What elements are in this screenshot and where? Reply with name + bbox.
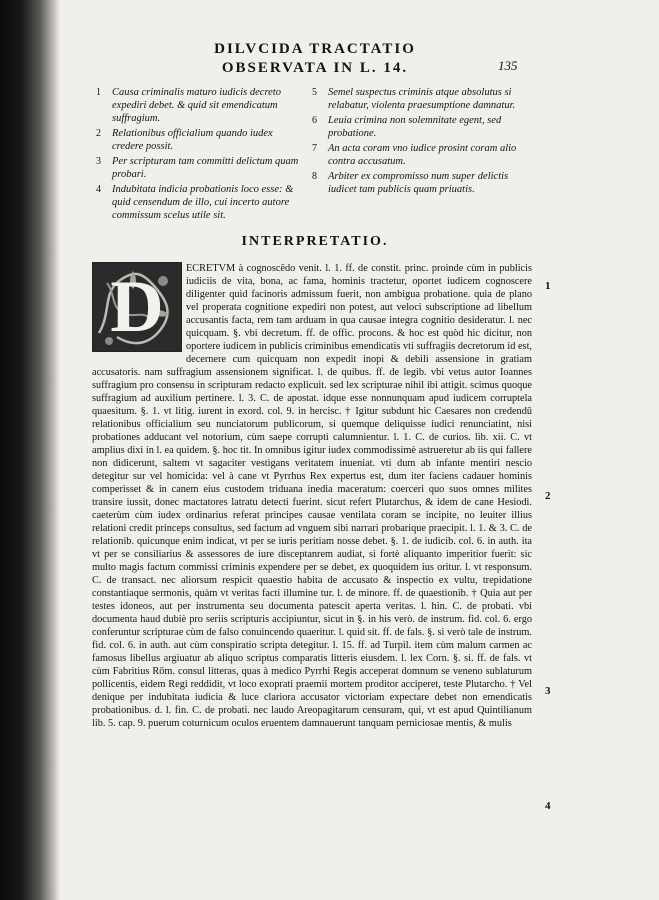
summary-item-text: Causa criminalis maturo iudicis decreto expediri debet. & quid sit emendicatum suffragium. <box>112 87 281 124</box>
summary-item-text: An acta coram vno iudice prosint coram alio contra accusatum. <box>328 143 517 167</box>
summary-item <box>96 183 306 222</box>
summary-item-number: 6 <box>312 115 317 126</box>
summary-item-number: 1 <box>96 87 101 98</box>
summary-item-text: Leuia crimina non solemnitate egent, sed probatione. <box>328 115 502 139</box>
summary-item <box>312 86 527 112</box>
section-heading: INTERPRETATIO. <box>241 234 389 249</box>
running-header <box>150 40 480 78</box>
page-gutter-shadow <box>0 0 60 900</box>
summary-item-number: 7 <box>312 143 317 154</box>
summary-item-text: Semel suspectus criminis atque absolutus si relabatur, violenta praesumptione damnatur. <box>328 87 516 111</box>
summary-item-text: Per scripturam tam committi delictum quam probari. <box>112 156 299 180</box>
summary-item-number: 3 <box>96 156 101 167</box>
body-text <box>92 262 532 892</box>
header-title-line-2: OBSERVATA IN L. 14. <box>221 60 409 76</box>
summary-item-number: 8 <box>312 171 317 182</box>
initial-spacer <box>92 262 184 354</box>
margin-number: 4 <box>545 800 551 812</box>
summary-item-text: Arbiter ex compromisso num super delictis iudicet tam publicis quam priuatis. <box>328 171 509 195</box>
summary-item <box>312 114 527 140</box>
summary-item-number: 4 <box>96 184 101 195</box>
summary-item-text: Indubitata indicia probationis loco esse: & quid censendum de illo, cui incerto autore commissum scelus utile sit. <box>112 184 294 221</box>
summary-column-right <box>312 86 527 198</box>
summary-item <box>96 86 306 125</box>
initial-letter: D <box>110 266 164 348</box>
summary-item <box>96 127 306 153</box>
summary-item <box>312 170 527 196</box>
summary-item <box>312 142 527 168</box>
margin-number: 2 <box>545 490 551 502</box>
summary-item-number: 2 <box>96 128 101 139</box>
summary-item-text: Relationibus officialium quando iudex credere possit. <box>112 128 273 152</box>
summary-item-number: 5 <box>312 87 317 98</box>
margin-number: 1 <box>545 280 551 292</box>
margin-number: 3 <box>545 685 551 697</box>
body-paragraph: ECRETVM à cognoscēdo venit. l. 1. ff. de constit. princ. proinde cùm in publicis iudiciis de vita, bona, ac fama, hominis tractetur, oportet iudicem cognoscere diligenter quid facinoris admissum fuerit, non ambigua probatione. quia de plano vel properata cognitione expediri non potest, aut veloci subscriptione ad libellum accusantis facta, rem tam arduam in qua causae integra cognitio desideratur. l. nec quicquam. §. vbi decretum. ff. de offic. procons. & hoc est quòd hic dicitur, non oportere iudicem in publicis criminibus emendicatis vti suffragiis decretorum id est, decernere cum quicquam non expedit inopi & debili assensione in gratiam accusatoris. nam suffragium assensionem significat. l. de quibus. ff. de legib. vbi vetus autor Ioannes suffragium pro consensu in scripturam redacto explicuit. sed lex scripturae nihil ibi attigit. scimus quoque suffragium ad auxilium pertinere. l. 3. C. de apostat. idque esse nonnunquam apud iudicem corruptela quaesitum. §. 1. vt litig. iurent in exord. col. 9. in hercisc. † Igitur subdunt hic Caesares non credendū relationibus officialium seu nunciatorum publicorum, si quemque deliquisse iudici renunciatint, nisi probationes adducant vel notorium, cùm saepe corrupti calumnientur. l. 1. C. de curios. lib. xii. C. vt amplius dixi in l. ea quidem. §. hoc tit. In omnibus igitur iudex commodissimè astrueretur ab iis qui fallere non didicerunt, saltem vt sagaciter vestigans veritatem inueniat. vti dum ab infante mentiri nescio detegitur sur vel homicida: vel à cane vt Pyrrhus Rex expertus est, dum iter faciens cadauer hominis comperisset & in canem eius custodem triduana inedia maceratum: coerceri quo suos omnes milites transire iussit, donec mactatores latratu detecti fuerint. sicut refert Plutarchus, & idem de cane Hesiodi. caeterùm cùm iudex ordinarius referat principes causae ventilata coram se incipite, no leuiter illius relationi credit princeps consultus, sed factum ad vnguem sibi narrari probarique praecipit. l. 1. & 3. C. de relationib. quicunque enim indicat, vt per se iuris peritiam nosse debet. §. 1. de iudicib. col. 6. in auth. ita vt per se consiliarius & assessores de iure disceptanrem audiat, si fortè aliquanto imperitior fuerit: sic multo magis factum commissi criminis expendere per se debet, ex quoquidem ius oritur. l. vt responsum. C. de transact. nec aliorsum respicit quaestio habita de accusato & inspectio ex vultu, trepidatione constantiaque sermonis, quàm vt veritas facti illumine tur. l. de minore. ff. de quaestionib. † Quia aut per testes idoneos, aut per instrumenta seu documenta patescit aperta veritas. l. hin. C. de probati. vbi documenta haud dubiè pro seriis scripturis accipiuntur, sicut in §. in his verò. de instrum. fid. col. 6. ergo conferuntur scripturae cùm de falso conuincendo quaeritur. l. quid sit. ff. de fals. §. si verò tale de instrum. fid. col. 6. in auth. aut cùm conspiratio scripta detegitur. l. 15. ff. ad Turpil. item cùm malum carmen ac famosus libellus argiuatur ab aliquo scriptus comparatis litteris eiusdem. l. lex Corn. §. si. ff. de fals. vt cùm Fabritius Rōm. consul litteras, quas à medico Pyrrhi Regis acceperat domnum se veneno sublaturum pollicentis, eidem Regi reddidit, vt loco exoprati praemii mortem proditor acciperet, teste Plutarcho. † Vel denique per indubitata iudicia & luce clariora accusator victoriam expectare debet non emendicatis probationibus. d. l. fin. C. de probati. nec laudo Areopagitarum censuram, qui, vt est apud Quintilianum lib. 5. cap. 9. puerum coturnicum oculos eruentem damnauerunt tanquam perniciosae mentis, & mulis <box>92 263 532 729</box>
summary-column-left <box>96 86 306 224</box>
summary-item <box>96 155 306 181</box>
header-title-line-1: DILVCIDA TRACTATIO <box>214 41 416 57</box>
folio-number: 135 <box>498 58 518 73</box>
